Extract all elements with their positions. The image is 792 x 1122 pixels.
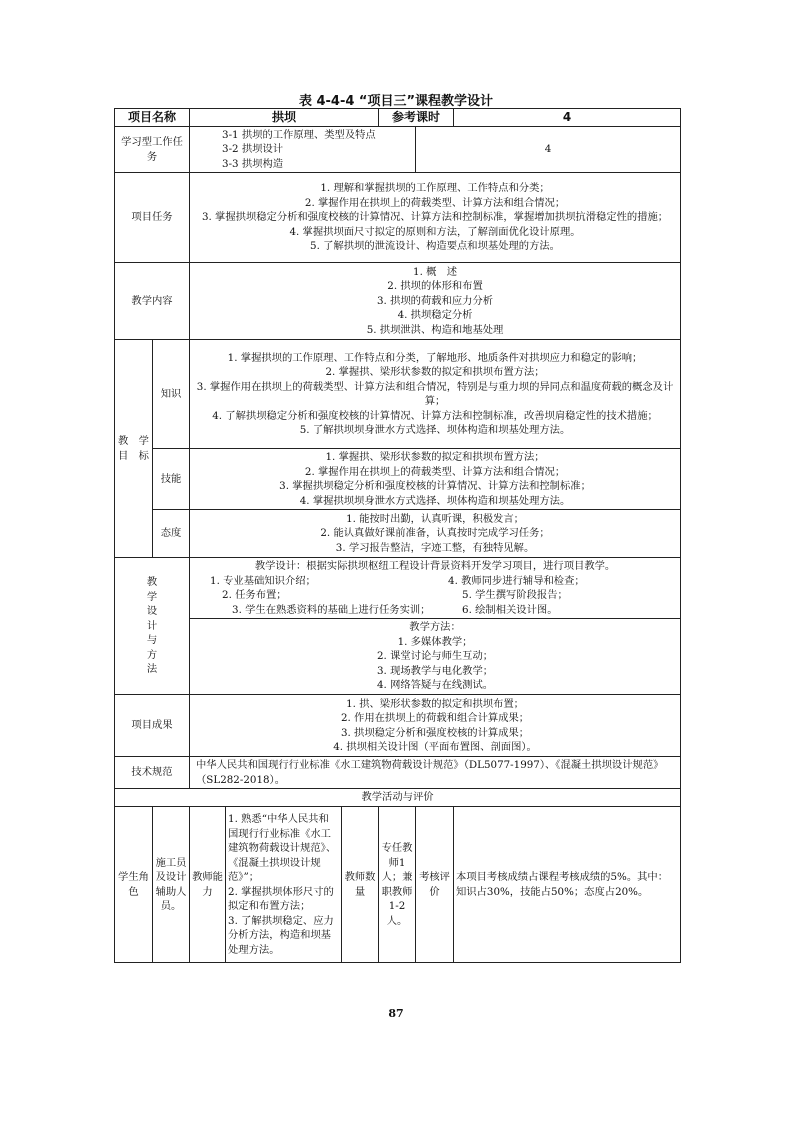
methods-title: 教学方法： (409, 621, 461, 634)
project-tasks-label: 项目任务 (115, 173, 190, 263)
list-item: 4. 网络答疑与在线测试。 (376, 679, 494, 692)
list-item: 4. 掌握拱坝坝身泄水方式选择、坝体构造和坝基处理方法。 (299, 494, 571, 507)
standards-label: 技术规范 (115, 757, 190, 789)
list-item: 2. 拱坝的体形和布置 (387, 280, 483, 293)
list-item: 5. 拱坝泄洪、构造和地基处理 (366, 323, 504, 336)
list-item: 3. 掌握拱坝稳定分析和强度校核的计算情况、计算方法和控制标准； (279, 480, 591, 492)
evaluation-header: 教学活动与评价 (115, 789, 681, 807)
teacher-ability-list (226, 807, 342, 963)
list-item: 1. 能按时出勤，认真听课，积极发言； (346, 512, 524, 525)
list-item: 1. 掌握拱、梁形状参数的拟定和拱坝布置方法； (325, 451, 545, 463)
list-item: 3. 了解拱坝稳定、应力分析方法，构造和坝基处理方法。 (228, 914, 334, 956)
list-item: 1. 掌握拱坝的工作原理、工作特点和分类，了解地形、地质条件对拱坝应力和稳定的影响； (227, 351, 643, 364)
skill-list (190, 449, 681, 510)
assessment-label: 考核评价 (416, 807, 454, 963)
list-item: 2. 掌握作用在拱坝上的荷载类型、计算方法和组合情况； (304, 196, 566, 209)
list-item: 3-2 拱坝设计 (222, 143, 284, 156)
project-name-label: 项目名称 (115, 109, 190, 127)
list-item: 4. 教师同步进行辅导和检查； (448, 574, 585, 587)
results-list (190, 695, 681, 757)
list-item: 3. 拱坝的荷载和应力分析 (376, 294, 494, 307)
list-item: 2. 掌握拱坝体形尺寸的拟定和布置方法； (228, 885, 334, 912)
assessment-value: 本项目考核成绩占课程考核成绩的5%。其中：知识占30%，技能占50%；态度占20%。 (454, 807, 681, 963)
list-item: 1. 拱、梁形状参数的拟定和拱坝布置； (346, 697, 524, 710)
teacher-ability-label: 教师能力 (190, 807, 226, 963)
learning-tasks-label: 学习型工作任务 (115, 127, 190, 173)
attitude-label: 态度 (153, 510, 190, 558)
list-item: 2. 掌握作用在拱坝上的荷载类型、计算方法和组合情况； (304, 465, 566, 478)
teaching-design (190, 558, 681, 619)
standards-text: 中华人民共和国现行行业标准《水工建筑物荷载设计规范》（DL5077-1997）、《混凝土拱坝设计规范》（SL282-2018）。 (190, 757, 681, 789)
list-item: 1. 熟悉“中华人民共和国现行行业标准《水工建筑物荷载设计规范》、《混凝土拱坝设计规范》”； (228, 813, 337, 883)
project-name-value: 拱坝 (190, 109, 379, 127)
list-item: 3. 拱坝稳定分析和强度校核的计算成果； (340, 726, 530, 739)
hours-value: 4 (454, 109, 681, 127)
teaching-content-list (190, 263, 681, 340)
teaching-methods (190, 619, 681, 695)
list-item: 4. 拱坝稳定分析 (397, 309, 473, 322)
list-item: 3-1 拱坝的工作原理、类型及特点 (222, 128, 376, 141)
page-number: 87 (388, 1007, 404, 1020)
list-item: 1. 多媒体教学； (397, 635, 473, 648)
knowledge-label: 知识 (153, 340, 190, 449)
learning-tasks-list (190, 127, 416, 173)
list-item: 2. 掌握拱、梁形状参数的拟定和拱坝布置方法； (325, 366, 545, 378)
teacher-count-value: 专任教师1人；兼职教师1-2人。 (379, 807, 416, 963)
table-title: 表 4-4-4 “项目三”课程教学设计 (298, 94, 494, 109)
list-item: 1. 理解和掌握拱坝的工作原理、工作特点和分类； (320, 182, 550, 195)
objectives-label: 教 学 目 标 (115, 340, 153, 558)
list-item: 3. 学生在熟悉资料的基础上进行任务实训； (232, 603, 431, 616)
skill-label: 技能 (153, 449, 190, 510)
student-role-value: 施工员及设计辅助人员。 (153, 807, 190, 963)
design-methods-label: 教 学 设 计 与 方 法 (115, 558, 190, 695)
list-item: 3. 现场教学与电化教学； (376, 664, 494, 677)
list-item: 3. 掌握拱坝稳定分析和强度校核的计算情况、计算方法和控制标准，掌握增加拱坝抗滑稳定性的措施； (201, 211, 669, 224)
list-item: 5. 了解拱坝的泄流设计、构造要点和坝基处理的方法。 (310, 240, 560, 253)
list-item: 3-3 拱坝构造 (222, 157, 284, 170)
list-item: 5. 了解拱坝坝身泄水方式选择、坝体构造和坝基处理方法。 (299, 424, 571, 436)
list-item: 4. 拱坝相关设计图（平面布置图、剖面图）。 (333, 741, 537, 753)
project-tasks-list (190, 173, 681, 263)
course-design-table (114, 108, 681, 963)
list-item: 2. 课堂讨论与师生互动； (376, 650, 494, 663)
design-intro: 教学设计：根据实际拱坝枢纽工程设计背景资料开发学习项目，进行项目教学。 (254, 560, 616, 572)
knowledge-list (190, 340, 681, 449)
results-label: 项目成果 (115, 695, 190, 757)
list-item: 4. 了解拱坝稳定分析和强度校核的计算情况、计算方法和控制标准，改善坝肩稳定性的技术措施； (212, 409, 658, 422)
list-item: 2. 任务布置； (222, 589, 287, 601)
learning-tasks-hours: 4 (416, 127, 681, 173)
hours-label: 参考课时 (379, 109, 454, 127)
list-item: 1. 概 述 (413, 265, 458, 278)
list-item: 3. 掌握作用在拱坝上的荷载类型、计算方法和组合情况，特别是与重力坝的异同点和温度荷载的概念及计算； (196, 380, 674, 407)
list-item: 1. 专业基础知识介绍； (210, 574, 316, 587)
student-role-label: 学生角色 (115, 807, 153, 963)
attitude-list (190, 510, 681, 558)
list-item: 5. 学生撰写阶段报告； (462, 589, 568, 601)
teaching-content-label: 教学内容 (115, 263, 190, 340)
list-item: 2. 作用在拱坝上的荷载和组合计算成果； (340, 712, 530, 724)
list-item: 4. 掌握拱坝面尺寸拟定的原则和方法，了解剖面优化设计原理。 (289, 225, 581, 238)
list-item: 2. 能认真做好课前准备，认真按时完成学习任务； (320, 527, 550, 540)
list-item: 6. 绘制相关设计图。 (462, 603, 558, 616)
teacher-count-label: 教师数量 (342, 807, 379, 963)
list-item: 3. 学习报告整洁，字迹工整，有独特见解。 (335, 541, 535, 554)
